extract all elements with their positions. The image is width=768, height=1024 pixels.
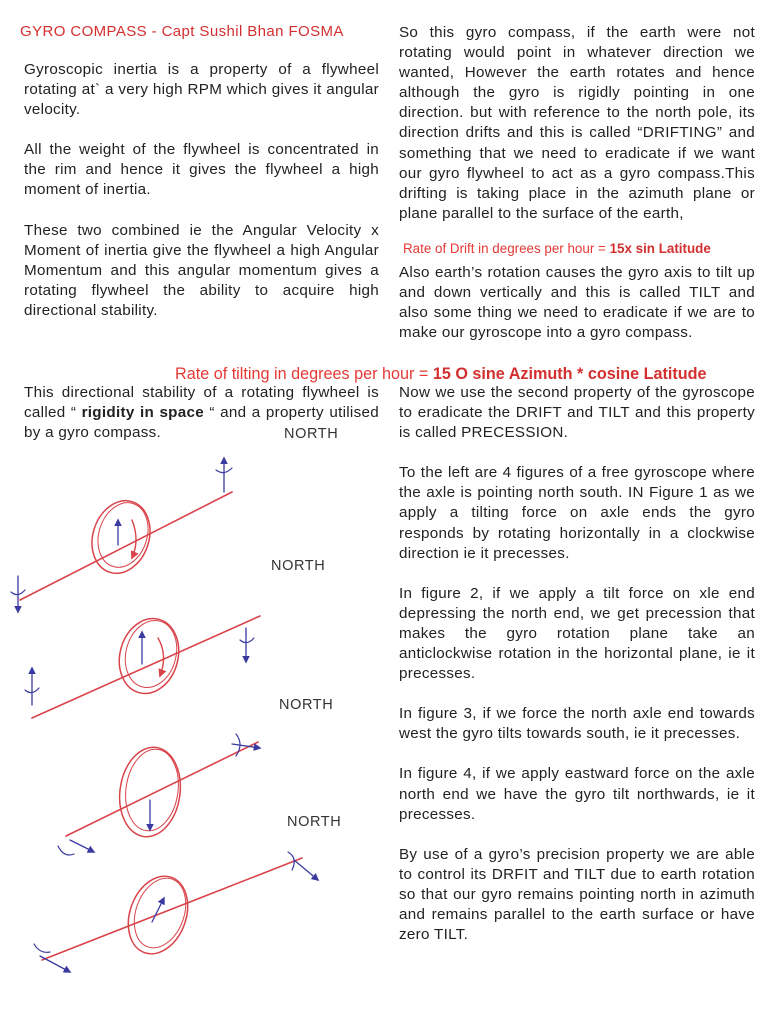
north-label-figure-2: NORTH [271, 558, 326, 574]
tilt-rate-formula: Rate of tilting in degrees per hour = 15 O sine Azimuth * cosine Latitude [175, 365, 707, 383]
gyro-axle-figure-2 [32, 616, 260, 718]
paragraph-moment-of-inertia: All the weight of the flywheel is concentrated in the rim and hence it gives the flywheel a high moment of inertia. [24, 141, 379, 199]
paragraph-drifting: So this gyro compass, if the earth were not rotating would point in whatever direction we wanted, However the earth rotates and hence although the gyro is rigidly pointing in one direction. but with reference to the north pole, its direction drifts and this is called “DRIFTING” and something that we need to eradicate if we want our gyro flywheel to act as a gyro compass.This drifting is taking place in the azimuth plane or plane parallel to the surface of the earth, [399, 24, 755, 222]
paragraph-figure-4: In figure 4, if we apply eastward force on the axle north end we have the gyro tilt northwards, ie it precesses. [399, 765, 755, 823]
paragraph-angular-momentum: These two combined ie the Angular Velocity x Moment of inertia give the flywheel a high Angular Momentum and this angular momentum gives a rotating flywheel the ability to acquire high directional stability. [24, 221, 379, 319]
paragraph-figure-2: In figure 2, if we apply a tilt force on xle end depressing the north end, we get precession that makes the gyro rotation plane take an anticlockwise rotation in the horizontal plane, ie it precesses. [399, 584, 755, 683]
right-column-tilt [399, 263, 755, 343]
paragraph-tilt: Also earth’s rotation causes the gyro axis to tilt up and down vertically and this is called TILT and also some thing we need to eradicate if we are to make our gyroscope into a gyro compass. [399, 264, 755, 342]
flywheel-figure-2 [111, 612, 187, 700]
right-column-drift [399, 23, 755, 224]
rigidity-term: rigidity in space [81, 404, 205, 422]
north-label-figure-1: NORTH [284, 426, 339, 442]
north-label-figure-4: NORTH [287, 814, 342, 830]
paragraph-rigidity-in-space: This directional stability of a rotating flywheel is called “ rigidity in space “ and a property utilised by a gyro compass. [24, 384, 379, 442]
paragraph-free-gyroscope: To the left are 4 figures of a free gyroscope where the axle is pointing north south. IN Figure 1 as we apply a tilting force on axle ends the gyro responds by rotating horizontally in a clockwise direction ie it precesses. [399, 464, 755, 562]
gyro-figure-1 [11, 458, 232, 612]
gyroscope-sketches [0, 440, 390, 1000]
gyro-axle-figure-1 [20, 492, 232, 600]
gyro-axle-figure-3 [66, 742, 258, 836]
paragraph-figure-3: In figure 3, if we force the north axle end towards west the gyro tilts towards south, ie it precesses. [399, 705, 755, 743]
document-title: GYRO COMPASS - Capt Sushil Bhan FOSMA [20, 23, 344, 40]
gyro-figure-3 [58, 734, 260, 855]
right-column-precession [399, 383, 755, 945]
gyro-figure-4 [34, 852, 318, 972]
paragraph-precession: Now we use the second property of the gyroscope to eradicate the DRIFT and TILT and this property is called PRECESSION. [399, 384, 755, 442]
left-column-top [24, 60, 379, 321]
north-label-figure-3: NORTH [279, 697, 334, 713]
gyro-figure-2 [25, 612, 260, 718]
paragraph-gyroscopic-inertia: Gyroscopic inertia is a property of a flywheel rotating at` a very high RPM which gives it angular velocity. [24, 61, 379, 119]
paragraph-conclusion: By use of a gyro’s precision property we are able to control its DRFIT and TILT due to earth rotation so that our gyro remains pointing north in azimuth and remains parallel to the earth surface or have zero TILT. [399, 845, 755, 944]
drift-rate-formula: Rate of Drift in degrees per hour = 15x sin Latitude [403, 241, 711, 256]
